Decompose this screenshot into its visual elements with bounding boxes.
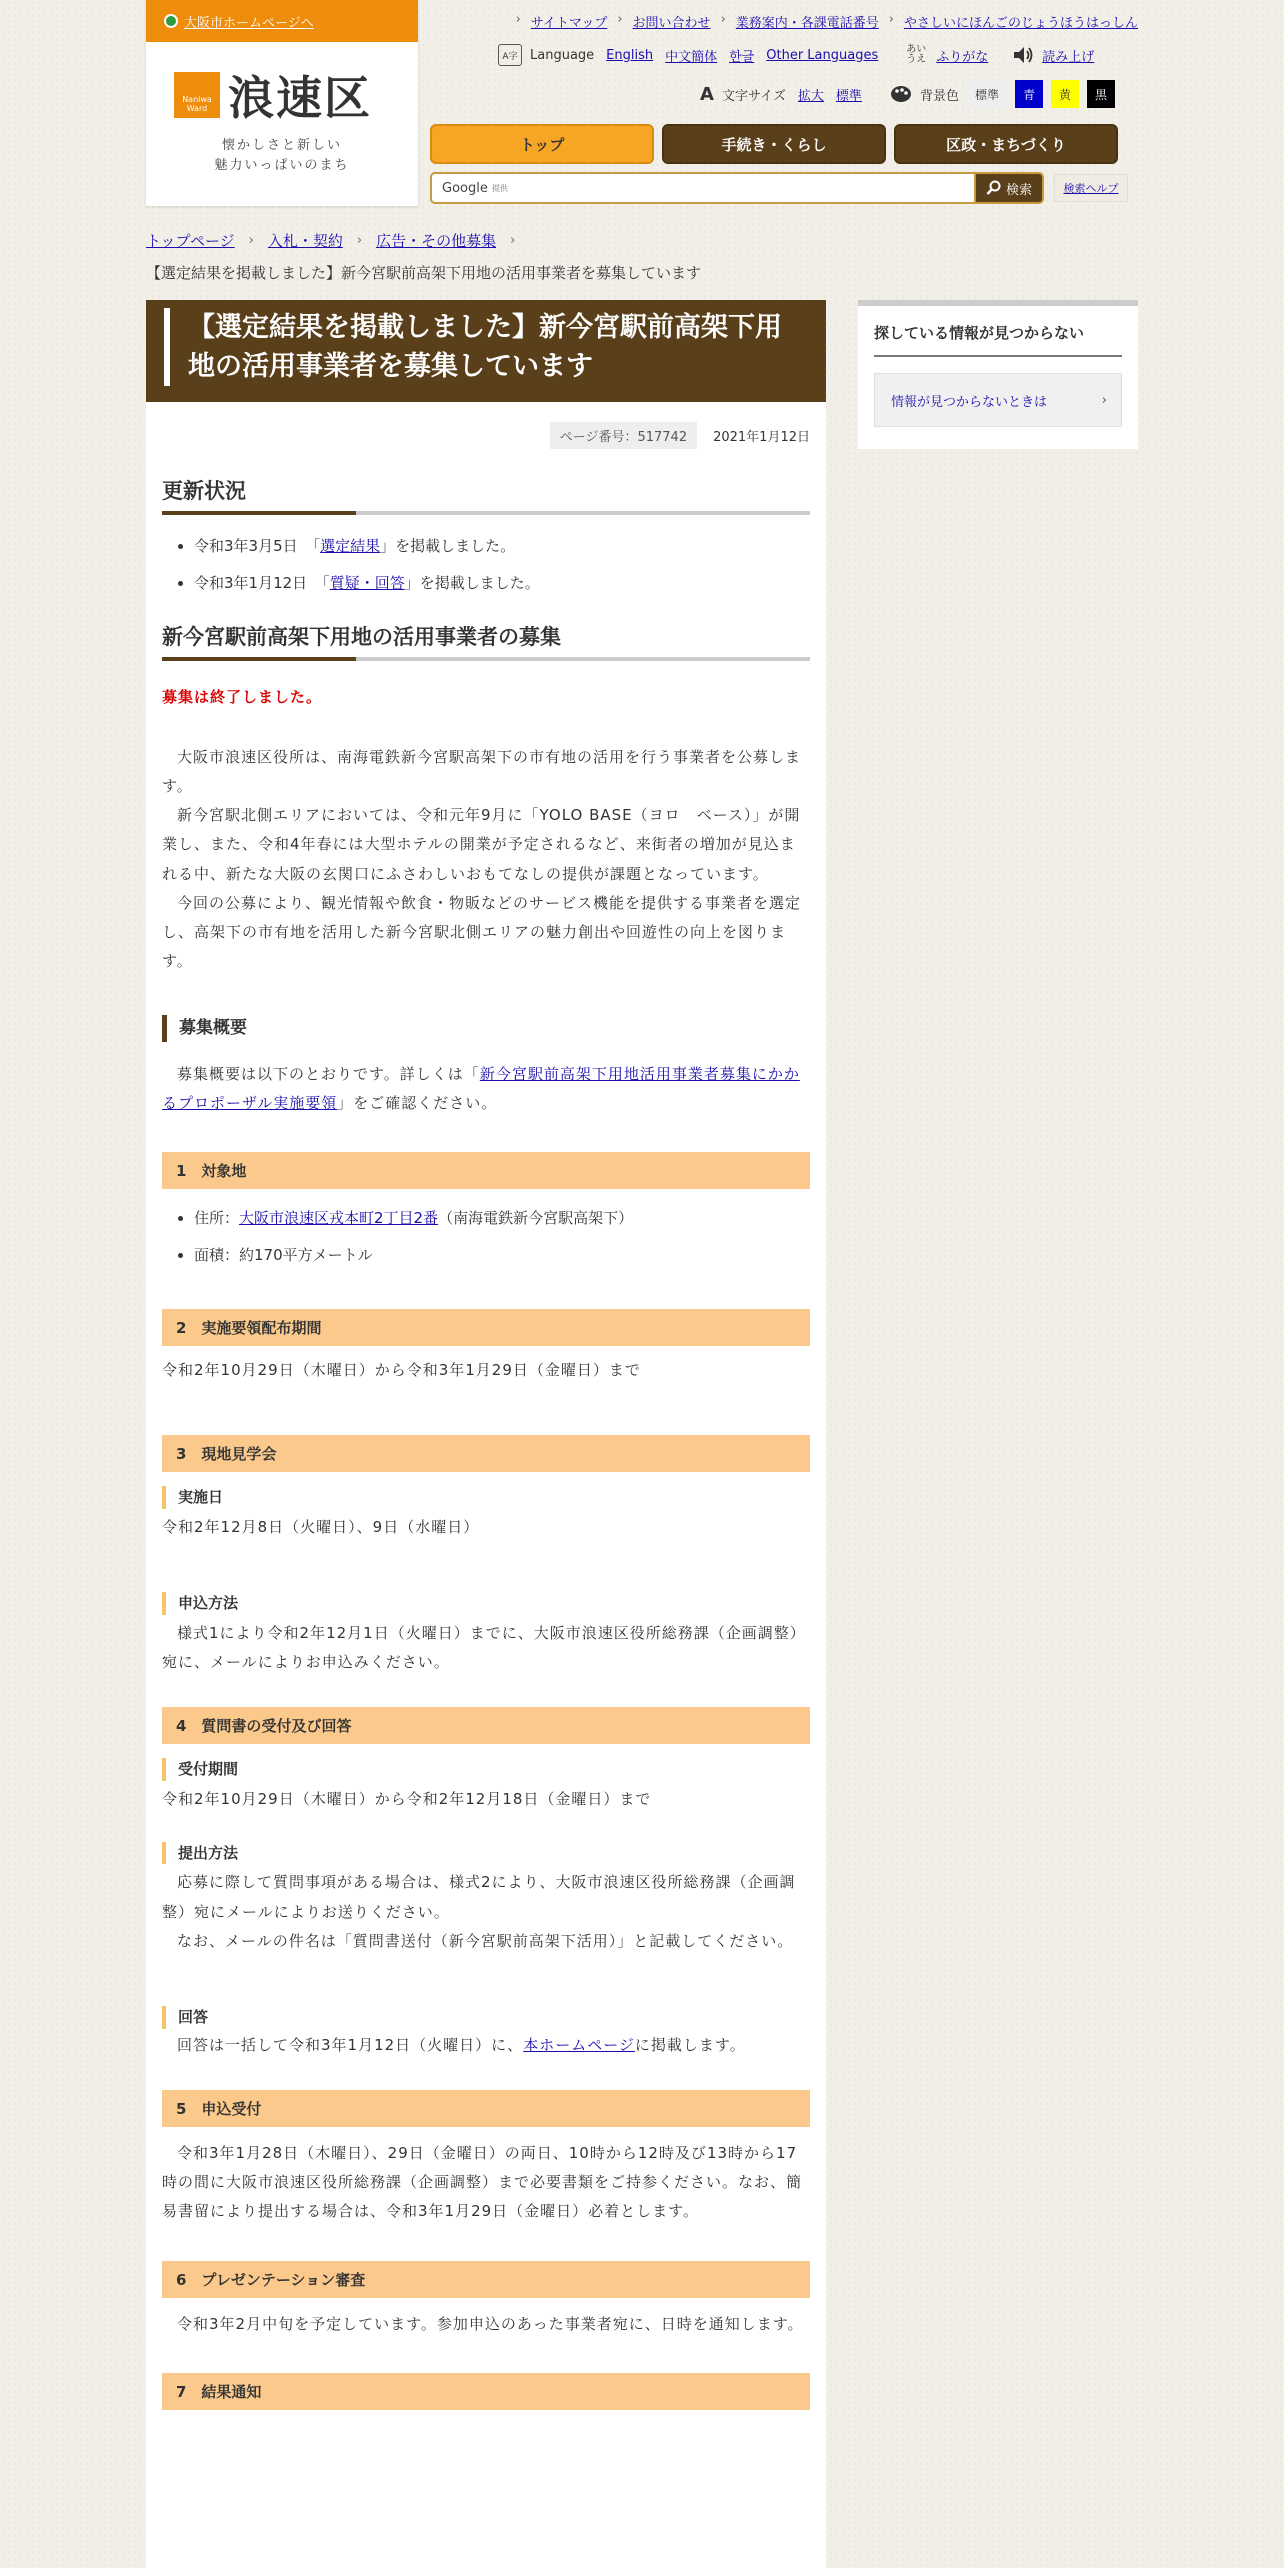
- article-body: [146, 475, 826, 2410]
- section-1-heading: 1 対象地: [162, 1152, 810, 1189]
- utility-links: [516, 12, 1138, 31]
- period-text: 令和2年10月29日（木曜日）から令和2年12月18日（金曜日）まで: [162, 1789, 652, 1808]
- update-heading: 更新状況: [162, 475, 810, 515]
- page-date: 2021年1月12日: [713, 430, 810, 446]
- period-label: 受付期間: [162, 1758, 810, 1781]
- event-date-label: 実施日: [162, 1486, 810, 1509]
- page-number: ページ番号：517742: [550, 422, 697, 449]
- search-help-link[interactable]: 検索ヘルプ: [1054, 174, 1128, 202]
- closed-notice: 募集は終了しました。: [162, 688, 323, 707]
- palette-icon: [890, 85, 912, 103]
- sidebar-title: 探している情報が見つからない: [874, 322, 1122, 357]
- breadcrumb-top[interactable]: トップページ: [146, 232, 235, 250]
- osaka-city-link-bar: [146, 0, 418, 42]
- chevron-right-icon: ›: [617, 12, 623, 27]
- bg-standard-button[interactable]: 標準: [967, 80, 1007, 108]
- speaker-icon: [1012, 44, 1034, 66]
- furigana-link[interactable]: ふりがな: [936, 49, 989, 65]
- search-icon: [986, 180, 1002, 196]
- section-6-text: 令和3年2月中旬を予定しています。参加申込のあった事業者宛に、日時を通知します。: [177, 2314, 804, 2333]
- breadcrumb: [146, 230, 515, 251]
- ward-tagline: [146, 136, 418, 176]
- address-map-link[interactable]: 大阪市浪速区戎本町2丁目2番: [239, 1209, 439, 1228]
- bg-color-label: 背景色: [919, 88, 959, 104]
- overview-pre: 募集概要は以下のとおりです。詳しくは「: [177, 1064, 480, 1083]
- intro-paragraph: 新今宮駅北側エリアにおいては、令和元年9月に「YOLO BASE（ヨロ ベース）」が開業し、また、令和4年春には大型ホテルの開業が予定されるなど、来街者の増加が見込まれる中、新たな大阪の玄関口にふさわしいおもてなしの提供が課題となっています。: [162, 806, 801, 883]
- section-4-heading: 4 質問書の受付及び回答: [162, 1707, 810, 1744]
- overview-text: [162, 1060, 810, 1119]
- search-bar: [430, 172, 1128, 204]
- site-logo-panel: [146, 0, 418, 206]
- search-button-label: 検索: [1005, 182, 1032, 198]
- chevron-right-icon: ›: [720, 12, 726, 27]
- chevron-right-icon: ›: [1101, 392, 1107, 408]
- furigana-icon: あいうえ: [906, 44, 927, 65]
- chevron-right-icon: ›: [510, 233, 516, 248]
- chevron-right-icon: ›: [888, 12, 894, 27]
- page-meta: [146, 422, 810, 449]
- section-5-heading: 5 申込受付: [162, 2090, 810, 2127]
- section-2-heading: 2 実施要領配布期間: [162, 1309, 810, 1346]
- homepage-link[interactable]: 本ホームページ: [523, 2035, 635, 2054]
- font-size-large-link[interactable]: 拡大: [797, 88, 824, 104]
- address-label: 住所：: [194, 1209, 240, 1228]
- ward-name: 浪速区: [228, 71, 372, 125]
- submit-method-text: なお、メールの件名は「質問書送付（新今宮駅前高架下活用）」と記載してください。: [177, 1931, 794, 1950]
- bg-yellow-button[interactable]: 黄: [1051, 80, 1079, 108]
- search-button[interactable]: [976, 172, 1044, 204]
- list-item: [194, 539, 810, 554]
- section-3-heading: 3 現地見学会: [162, 1435, 810, 1472]
- update-text: 令和3年1月12日 「: [194, 574, 330, 593]
- page-title: 【選定結果を掲載しました】新今宮駅前高架下用地の活用事業者を募集しています: [164, 308, 808, 386]
- main-content: [146, 300, 826, 2568]
- section-5-text: 令和3年1月28日（木曜日）、29日（金曜日）の両日、10時から12時及び13時から17時の間に大阪市浪速区役所総務課（企画調整）まで必要書類をご持参ください。なお、簡易書留により提出する場合は、令和3年1月29日（金曜日）必着とします。: [162, 2143, 803, 2221]
- tagline-line-1: 懐かしさと新しい: [221, 138, 342, 153]
- lang-chinese-link[interactable]: 中文簡体: [665, 49, 718, 65]
- site-info-list: [194, 1211, 810, 1263]
- sidebar-help-box: [858, 300, 1138, 449]
- read-aloud-link[interactable]: 読み上げ: [1042, 49, 1095, 65]
- apply-method-text: 様式1により令和2年12月1日（火曜日）までに、大阪市浪速区役所総務課（企画調整）宛に、メールによりお申込みください。: [162, 1623, 806, 1671]
- section-7-heading: 7 結果通知: [162, 2373, 810, 2410]
- qa-link[interactable]: 質疑・回答: [329, 574, 405, 593]
- language-label: Language: [530, 47, 595, 63]
- section-2-text: 令和2年10月29日（木曜日）から令和3年1月29日（金曜日）まで: [162, 1361, 641, 1380]
- update-text: 令和3年3月5日 「: [194, 537, 321, 556]
- tagline-line-2: 魅力いっぱいのまち: [214, 158, 350, 174]
- global-nav: [430, 124, 1118, 164]
- breadcrumb-bidding[interactable]: 入札・契約: [267, 232, 343, 250]
- selection-result-link[interactable]: 選定結果: [320, 537, 381, 556]
- search-placeholder: Google: [442, 180, 488, 196]
- apply-method-label: 申込方法: [162, 1592, 810, 1615]
- event-date-text: 令和2年12月8日（火曜日）、9日（水曜日）: [162, 1517, 480, 1536]
- intro-paragraph: 今回の公募により、観光情報や飲食・物販などのサービス機能を提供する事業者を選定し、高架下の市有地を活用した新今宮駅北側エリアの魅力創出や回遊性の向上を図ります。: [162, 893, 802, 971]
- section-6-heading: 6 プレゼンテーション審査: [162, 2261, 810, 2298]
- chevron-right-icon: ›: [515, 12, 521, 27]
- answer-label: 回答: [162, 2006, 810, 2029]
- chevron-right-icon: ›: [248, 233, 254, 248]
- language-icon: A字: [498, 44, 522, 66]
- recruit-heading: 新今宮駅前高架下用地の活用事業者の募集: [162, 621, 810, 661]
- osaka-city-home-link[interactable]: 大阪市ホームページへ: [184, 15, 314, 31]
- breadcrumb-ads-other[interactable]: 広告・その他募集: [376, 232, 497, 250]
- answer-pre: 回答は一括して令和3年1月12日（火曜日）に、: [177, 2035, 524, 2054]
- breadcrumb-current: 【選定結果を掲載しました】新今宮駅前高架下用地の活用事業者を募集しています: [146, 264, 702, 282]
- update-text: 」を掲載しました。: [380, 537, 516, 556]
- update-text: 」を掲載しました。: [404, 574, 540, 593]
- lang-english-link[interactable]: English: [606, 47, 654, 63]
- list-item: [194, 1211, 810, 1226]
- overview-heading: 募集概要: [162, 1015, 810, 1042]
- submit-method-text: 応募に際して質問事項がある場合は、様式2により、大阪市浪速区役所総務課（企画調整）宛にメールによりお送りください。: [162, 1873, 796, 1921]
- answer-post: に掲載します。: [634, 2035, 746, 2054]
- bg-black-button[interactable]: 黒: [1087, 80, 1115, 108]
- font-size-icon: A: [700, 83, 714, 105]
- ward-logo[interactable]: [146, 42, 418, 128]
- page-title-box: [146, 300, 826, 402]
- font-size-label: 文字サイズ: [721, 88, 786, 104]
- submit-method-label: 提出方法: [162, 1842, 810, 1865]
- guidelines-link[interactable]: 新今宮駅前高架下用地活用事業者募集にかかるプロポーザル実施要領: [162, 1064, 800, 1112]
- lang-korean-link[interactable]: 한글: [729, 49, 755, 65]
- nav-top[interactable]: トップ: [430, 124, 654, 164]
- lang-other-link[interactable]: Other Languages: [766, 47, 879, 63]
- overview-post: 」をご確認ください。: [337, 1093, 498, 1112]
- contact-link[interactable]: お問い合わせ: [632, 16, 711, 31]
- language-row: [498, 44, 1094, 66]
- naniwa-ward-logo-icon: Naniwa Ward: [174, 72, 220, 118]
- bg-blue-button[interactable]: 青: [1015, 80, 1043, 108]
- departments-phone-link[interactable]: 業務案内・各課電話番号: [735, 16, 879, 31]
- info-not-found-link[interactable]: [874, 373, 1122, 427]
- intro-block: [162, 743, 810, 977]
- easy-japanese-link[interactable]: やさしいにほんごのじょうほうはっしん: [903, 16, 1138, 31]
- search-provider-note: 提供: [491, 183, 508, 193]
- chevron-right-icon: ›: [356, 233, 363, 248]
- nav-procedures-living[interactable]: 手続き・くらし: [662, 124, 886, 164]
- accessibility-row: [700, 80, 1115, 108]
- address-note: （南海電鉄新今宮駅高架下）: [438, 1209, 634, 1228]
- search-input[interactable]: [430, 172, 976, 204]
- answer-text: [162, 2031, 810, 2060]
- update-list: [194, 539, 810, 591]
- info-not-found-label: 情報が見つからないときは: [891, 394, 1048, 410]
- sitemap-link[interactable]: サイトマップ: [530, 16, 608, 31]
- nav-ward-administration[interactable]: 区政・まちづくり: [894, 124, 1118, 164]
- intro-paragraph: 大阪市浪速区役所は、南海電鉄新今宮駅高架下の市有地の活用を行う事業者を公募します。: [162, 747, 802, 795]
- font-size-standard-link[interactable]: 標準: [835, 88, 862, 104]
- osaka-city-icon: [164, 14, 178, 28]
- list-item: [194, 576, 810, 591]
- list-item: • 面積：約170平方メートル: [194, 1248, 810, 1263]
